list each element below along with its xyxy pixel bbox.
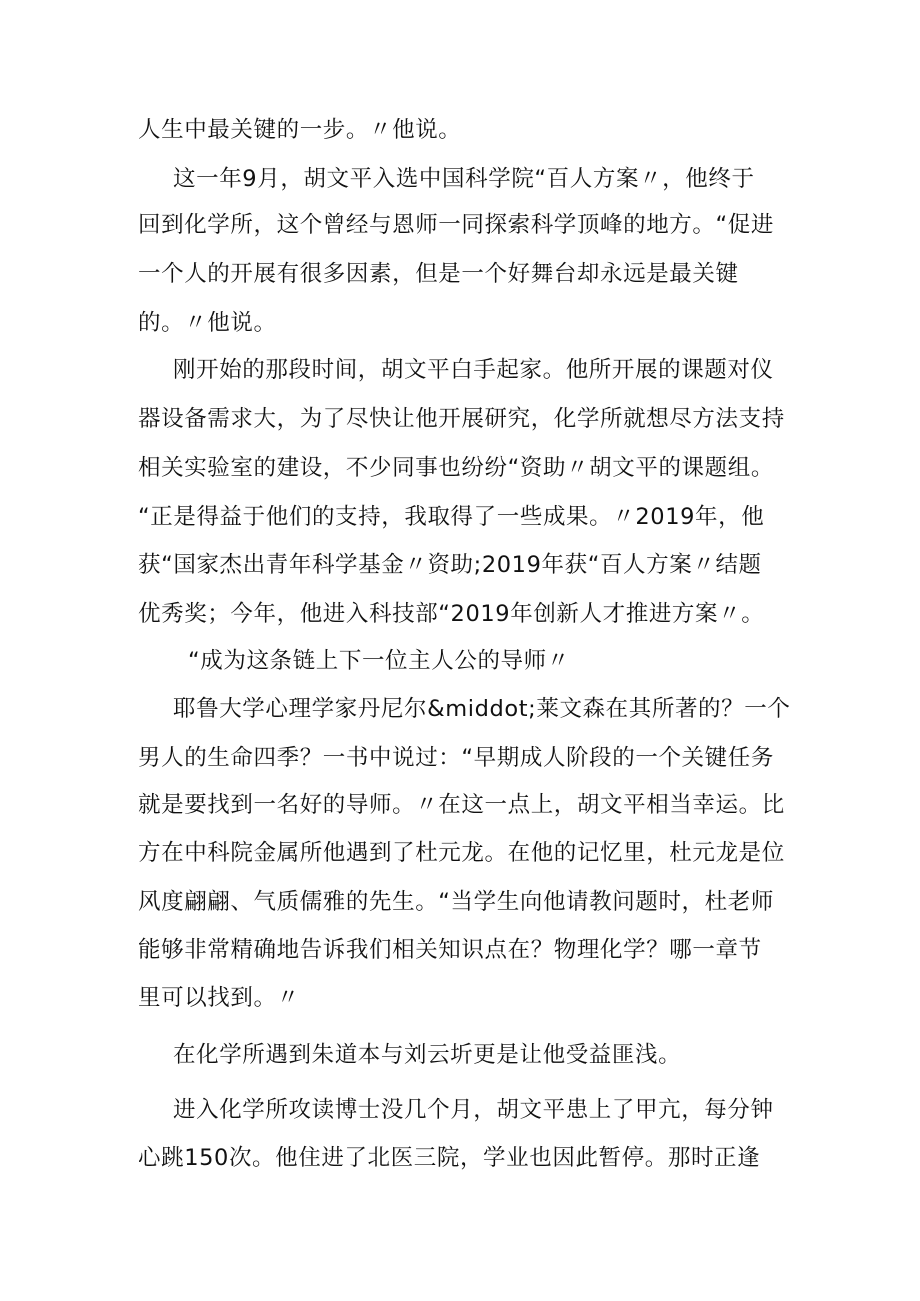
text-line: 耶鲁大学心理学家丹尼尔&middot;莱文森在其所著的？一个 bbox=[173, 696, 791, 722]
text-line: “正是得益于他们的支持，我取得了一些成果。〃2019年，他 bbox=[138, 504, 765, 530]
text-line: 优秀奖；今年，他进入科技部“2019年创新人才推进方案〃。 bbox=[138, 601, 765, 627]
text-line: 一个人的开展有很多因素，但是一个好舞台却永远是最关键 bbox=[138, 261, 739, 287]
text-line: 里可以找到。〃 bbox=[138, 985, 300, 1011]
text-line: 风度翩翩、气质儒雅的先生。“当学生向他请教问题时，杜老师 bbox=[138, 889, 774, 915]
text-line: 人生中最关键的一步。〃他说。 bbox=[138, 117, 462, 143]
text-line: 能够非常精确地告诉我们相关知识点在？物理化学？哪一章节 bbox=[138, 937, 762, 963]
text-line: 相关实验室的建设，不少同事也纷纷“资助〃胡文平的课题组。 bbox=[138, 455, 774, 481]
text-line: 刚开始的那段时间，胡文平白手起家。他所开展的课题对仪 bbox=[173, 357, 774, 383]
text-line: 器设备需求大，为了尽快让他开展研究，化学所就想尽方法支持 bbox=[138, 406, 785, 432]
text-line: 方在中科院金属所他遇到了杜元龙。在他的记忆里，杜元龙是位 bbox=[138, 840, 785, 866]
section-heading: “成为这条链上下一位主人公的导师〃 bbox=[188, 648, 570, 674]
text-line: 获“国家杰出青年科学基金〃资助;2019年获“百人方案〃结题 bbox=[138, 552, 762, 578]
text-line: 就是要找到一名好的导师。〃在这一点上，胡文平相当幸运。比 bbox=[138, 792, 785, 818]
text-line: 回到化学所，这个曾经与恩师一同探索科学顶峰的地方。“促进 bbox=[138, 212, 774, 238]
text-line: 进入化学所攻读博士没几个月，胡文平患上了甲亢，每分钟 bbox=[173, 1097, 774, 1123]
text-line: 男人的生命四季？一书中说过：“早期成人阶段的一个关键任务 bbox=[138, 745, 774, 771]
text-line: 的。〃他说。 bbox=[138, 310, 277, 336]
text-line: 心跳150次。他住进了北医三院，学业也因此暂停。那时正逢 bbox=[138, 1145, 761, 1171]
text-line: 在化学所遇到朱道本与刘云圻更是让他受益匪浅。 bbox=[173, 1042, 682, 1068]
text-line: 这一年9月，胡文平入选中国科学院“百人方案〃，他终于 bbox=[173, 166, 755, 192]
